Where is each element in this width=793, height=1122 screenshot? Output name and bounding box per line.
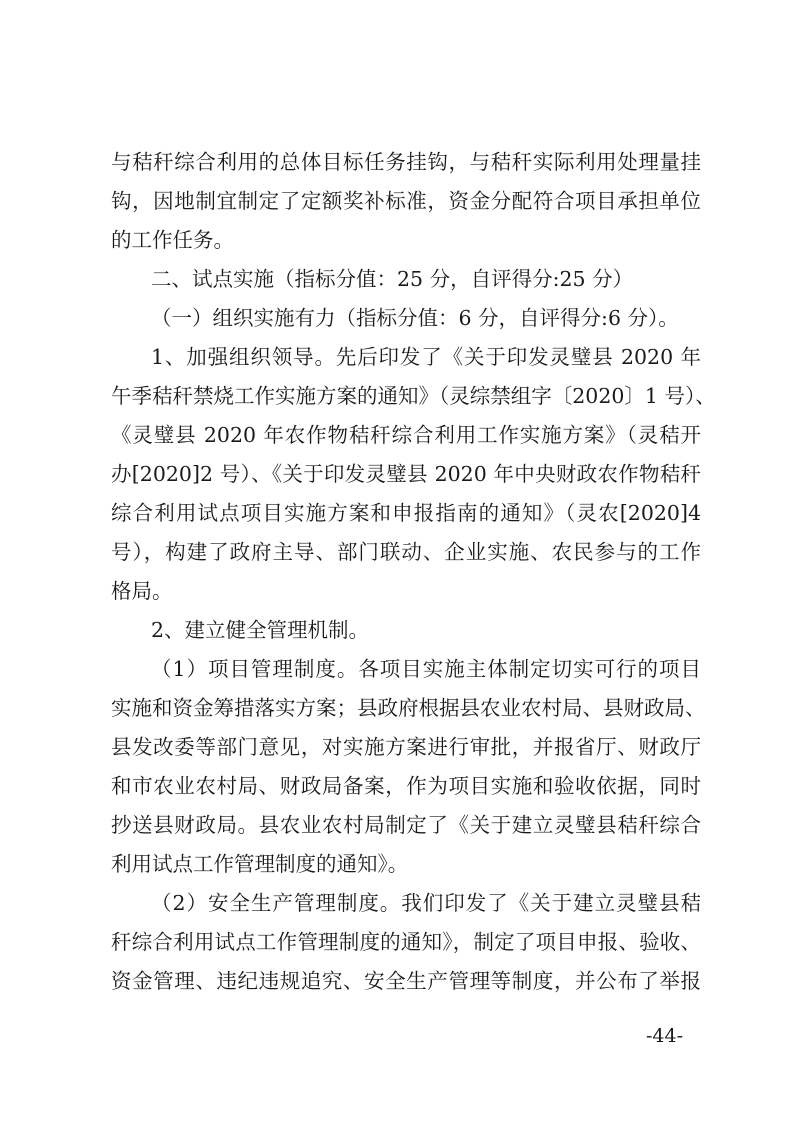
paragraph-line: 办[2020]2 号）、《关于印发灵璧县 2020 年中央财政农作物秸秆: [111, 462, 701, 486]
paragraph-line: 利用试点工作管理制度的通知》。: [111, 852, 409, 876]
paragraph-line: 实施和资金筹措落实方案；县政府根据县农业农村局、县财政局、: [111, 696, 706, 720]
paragraph-line: 午季秸秆禁烧工作实施方案的通知》（灵综禁组字〔2020〕1 号）、: [111, 384, 716, 408]
paragraph-line: 格局。: [111, 579, 173, 603]
paragraph-line: 号），构建了政府主导、部门联动、企业实施、农民参与的工作: [111, 540, 701, 564]
paragraph-line: 1、加强组织领导。先后印发了《关于印发灵璧县 2020 年: [151, 345, 701, 369]
paragraph-line: （2）安全生产管理制度。我们印发了《关于建立灵璧县秸: [151, 891, 701, 915]
paragraph-line: 和市农业农村局、财政局备案，作为项目实施和验收依据，同时: [111, 774, 701, 798]
page-number: -44-: [646, 1025, 684, 1047]
paragraph-line: 综合利用试点项目实施方案和申报指南的通知》（灵农[2020]4: [111, 501, 701, 525]
paragraph-line: 县发改委等部门意见，对实施方案进行审批，并报省厅、财政厅: [111, 735, 701, 759]
paragraph-line: （1）项目管理制度。各项目实施主体制定切实可行的项目: [151, 657, 701, 681]
paragraph-line: 钩，因地制宜制定了定额奖补标准，资金分配符合项目承担单位: [111, 189, 701, 213]
paragraph-line: 秆综合利用试点工作管理制度的通知》，制定了项目申报、验收、: [111, 930, 701, 954]
paragraph-line: 2、建立健全管理机制。: [151, 618, 370, 642]
subsection-heading: （一）组织实施有力（指标分值：6 分，自评得分:6 分）。: [151, 306, 679, 330]
paragraph-line: 《灵璧县 2020 年农作物秸秆综合利用工作实施方案》（灵秸开: [111, 423, 701, 447]
paragraph-line: 的工作任务。: [111, 228, 234, 252]
paragraph-line: 资金管理、违纪违规追究、安全生产管理等制度，并公布了举报: [111, 969, 701, 993]
paragraph-line: 与秸秆综合利用的总体目标任务挂钩，与秸秆实际利用处理量挂: [111, 150, 701, 174]
paragraph-line: 抄送县财政局。县农业农村局制定了《关于建立灵璧县秸秆综合: [111, 813, 701, 837]
section-heading: 二、试点实施（指标分值：25 分，自评得分:25 分）: [151, 267, 634, 291]
